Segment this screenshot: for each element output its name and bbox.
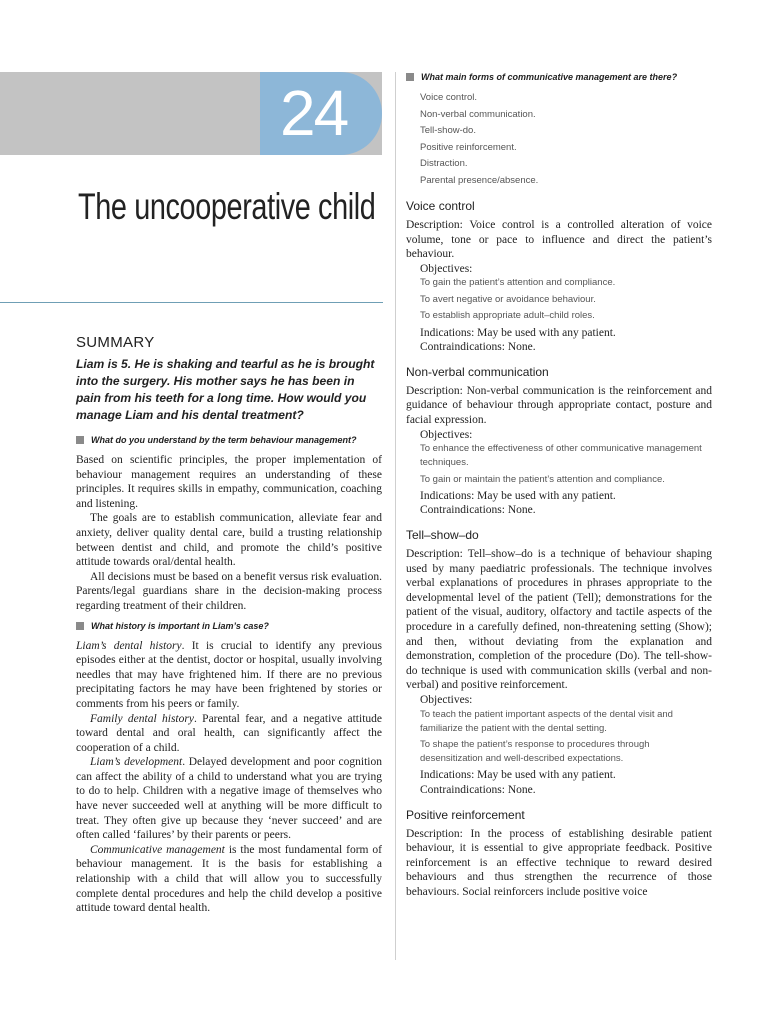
- right-column: [406, 70, 712, 900]
- bullet-square-icon: [76, 622, 84, 630]
- objective-item: To enhance the effectiveness of other communicative management techniques.: [420, 443, 702, 469]
- description: Description: Non-verbal communication is the reinforcement and guidance of behaviour through appropriate contact, posture and facial expression.: [406, 384, 712, 426]
- description: Description: Tell–show–do is a technique of behaviour shaping used by many paediatric professionals. The technique involves verbal explanations of procedures in phrases appropriate to the developmental level of the patient (Tell); demonstrations for the patient of the visual, auditory, olfactory and tactile aspects of the procedure in a carefully defined, non-threatening setting (Show); and then, without deviating from the explanation and demonstration, completion of the procedure (Do). The tell-show-do technique is used with communication skills (verbal and non-verbal) and positive reinforcement.: [406, 548, 712, 692]
- case-scenario: Liam is 5. He is shaking and tearful as he is brought into the surgery. His mother says he has been in pain from his teeth for a long time. How would you manage Liam and his dental treatment?: [76, 357, 375, 422]
- summary-heading: SUMMARY: [76, 334, 155, 351]
- title-divider: [0, 302, 383, 303]
- chapter-title: The uncooperative child: [78, 186, 376, 227]
- indications: Indications: May be used with any patient.: [420, 326, 616, 339]
- paragraph: All decisions must be based on a benefit versus risk evaluation. Parents/legal guardians share in the decision-making process regarding treatment of their children.: [76, 570, 382, 612]
- paragraph-development: Liam’s development. Delayed development and poor cognition can affect the ability of a child to understand what you are trying to do to help. Children with a negative image of themselves who have never succeeded well at anything will be more difficult to treat. They often give up because they ‘never succeed’ and are often called ‘failures’ by their parents or peers.: [76, 756, 382, 842]
- section-heading-voice-control: Voice control: [406, 199, 475, 213]
- description: Description: In the process of establishing desirable patient behaviour, it is essential to give appropriate feedback. Positive reinforcement is an effective technique to reward desired behaviours and thus strengthen the recurrence of those behaviours. Social reinforcers include positive voice: [406, 827, 712, 898]
- chapter-number: 24: [260, 72, 382, 155]
- indications: Indications: May be used with any patient.: [420, 769, 616, 782]
- question-behaviour-management: What do you understand by the term behaviour management?: [76, 433, 382, 448]
- objective-item: To establish appropriate adult–child roles.: [420, 310, 595, 322]
- paragraph-dental-history: Liam’s dental history. It is crucial to identify any previous episodes either at the dentist, doctor or hospital, usually involving needles that may have frightened him. If there are no previous precipitating factors he may have been frightened by stories or comments from his peers or family.: [76, 639, 382, 710]
- section-heading-positive-reinforcement: Positive reinforcement: [406, 807, 525, 822]
- objectives-label: Objectives:: [420, 428, 473, 441]
- objectives-label: Objectives:: [420, 694, 473, 707]
- contraindications: Contraindications: None.: [420, 504, 536, 517]
- paragraph: Based on scientific principles, the proper implementation of behaviour management requires an understanding of these principles. It requires skills in empathy, communication, coaching and listening.: [76, 454, 382, 510]
- objective-item: To avert negative or avoidance behaviour.: [420, 293, 596, 305]
- section-heading-tell-show-do: Tell–show–do: [406, 528, 479, 543]
- left-column: [76, 334, 382, 921]
- paragraph-communicative-management: Communicative management is the most fundamental form of behaviour management. It is the basis for establishing a relationship with a child that will allow you to successfully complete dental procedures and help the child develop a positive attitude toward dental health.: [76, 843, 382, 915]
- contraindications: Contraindications: None.: [420, 783, 536, 796]
- list-item: Distraction.: [420, 158, 468, 169]
- objective-item: To teach the patient important aspects of the dental visit and familiarize the patient with the dental setting.: [420, 708, 673, 734]
- bullet-square-icon: [76, 436, 84, 444]
- indications: Indications: May be used with any patient.: [420, 489, 616, 502]
- list-item: Voice control.: [420, 92, 478, 103]
- bullet-square-icon: [406, 73, 414, 81]
- paragraph-family-history: Family dental history. Parental fear, and a negative attitude toward dental and oral health, can significantly affect the cooperation of a child.: [76, 712, 382, 754]
- list-item: Non-verbal communication.: [420, 108, 536, 120]
- list-item: Positive reinforcement.: [420, 141, 517, 153]
- question-forms: What main forms of communicative management are there?: [406, 70, 712, 85]
- objectives-label: Objectives:: [420, 262, 473, 275]
- objective-item: To gain or maintain the patient’s attention and compliance.: [420, 473, 665, 485]
- contraindications: Contraindications: None.: [420, 341, 536, 354]
- column-divider: [395, 72, 396, 960]
- paragraph: The goals are to establish communication, alleviate fear and anxiety, deliver quality dental care, build a trusting relationship between dentist and child, and promote the child’s positive attitude towards oral/dental health.: [76, 512, 382, 569]
- list-item: Tell-show-do.: [420, 125, 476, 136]
- section-heading-non-verbal: Non-verbal communication: [406, 364, 549, 379]
- list-item: Parental presence/absence.: [420, 174, 539, 186]
- description: Description: Voice control is a controlled alteration of voice volume, tone or pace to influence and direct the patient’s behaviour.: [406, 219, 712, 261]
- objective-item: To gain the patient’s attention and compliance.: [420, 277, 616, 289]
- objective-item: To shape the patient’s response to procedures through desensitization and well-described expectations.: [420, 739, 650, 764]
- forms-list: [406, 90, 712, 189]
- question-history: What history is important in Liam’s case?: [76, 619, 382, 634]
